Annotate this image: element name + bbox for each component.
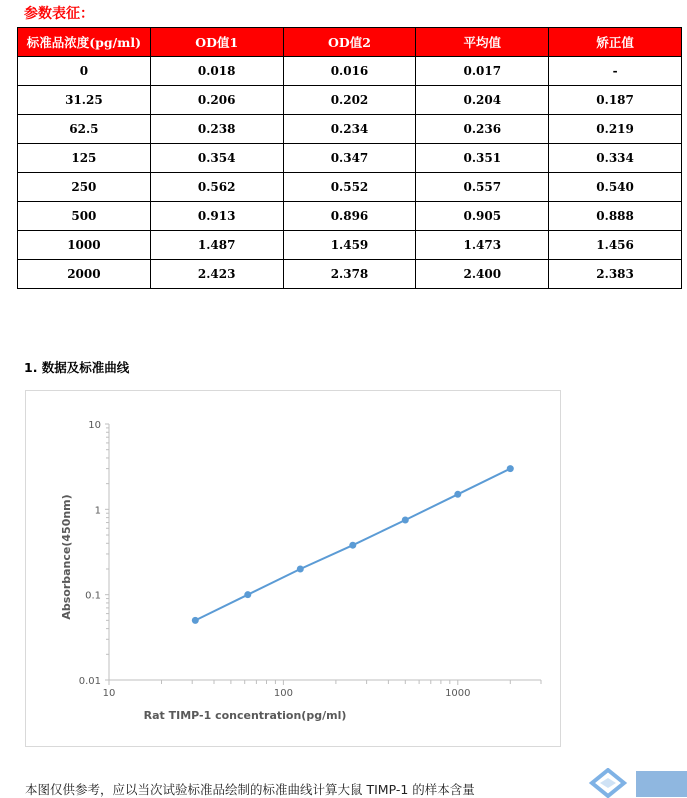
data-point [349,542,356,549]
footnote: 本图仅供参考，应以当次试验标准品绘制的标准曲线计算大鼠 TIMP-1 的样本含量 [25,782,475,797]
header-od2: OD值2 [283,28,416,57]
table-cell: 2.423 [150,260,283,289]
y-tick-label: 1 [94,505,101,517]
table-cell: 500 [18,202,151,231]
header-concentration: 标准品浓度(pg/ml) [18,28,151,57]
standard-curve-chart [25,390,561,747]
table-cell: 0.017 [416,57,549,86]
table-cell: 250 [18,173,151,202]
table-cell: 2.383 [549,260,682,289]
table-cell: 0.206 [150,86,283,115]
y-tick-label: 0.01 [78,676,101,687]
chart-svg [26,391,562,748]
header-average: 平均值 [416,28,549,57]
table-row [18,202,682,231]
table-header-row [18,28,682,57]
table-cell: 0.238 [150,115,283,144]
table-cell: 1.487 [150,231,283,260]
table-cell: 0.913 [150,202,283,231]
table-cell: 0.204 [416,86,549,115]
table-cell: 0.234 [283,115,416,144]
table-cell: 0.219 [549,115,682,144]
table-cell: 31.25 [18,86,151,115]
table-cell: 0 [18,57,151,86]
table-row [18,173,682,202]
table-cell: 0.552 [283,173,416,202]
table-cell: 0.347 [283,144,416,173]
table-cell: 1.456 [549,231,682,260]
table-cell: 0.540 [549,173,682,202]
table-cell: 0.351 [416,144,549,173]
x-tick-label: 1000 [445,688,471,699]
data-point [297,565,304,572]
table-cell: 2000 [18,260,151,289]
table-row [18,115,682,144]
data-point [244,591,251,598]
table-cell: 1000 [18,231,151,260]
y-tick-label: 0.1 [85,590,101,602]
x-tick-label: 10 [102,688,116,699]
table-cell: 0.236 [416,115,549,144]
table-cell: - [549,57,682,86]
page-corner-block [636,771,687,797]
table-row [18,260,682,289]
table-cell: 0.354 [150,144,283,173]
y-tick-label: 10 [88,420,101,431]
y-axis-title: Absorbance(450nm) [60,494,73,620]
table-cell: 1.473 [416,231,549,260]
table-cell: 0.202 [283,86,416,115]
data-point [402,516,409,523]
table-cell: 1.459 [283,231,416,260]
table-cell: 0.334 [549,144,682,173]
table-row [18,231,682,260]
table-row [18,144,682,173]
table-cell: 2.378 [283,260,416,289]
data-point [454,491,461,498]
data-point [192,617,199,624]
table-cell: 125 [18,144,151,173]
table-cell: 0.562 [150,173,283,202]
table-cell: 62.5 [18,115,151,144]
chart-heading: 1. 数据及标准曲线 [24,360,130,375]
data-point [507,465,514,472]
table-cell: 0.187 [549,86,682,115]
x-axis-title: Rat TIMP-1 concentration(pg/ml) [143,709,347,722]
table-row [18,86,682,115]
logo-icon [586,768,630,798]
table-row [18,57,682,86]
table-cell: 0.557 [416,173,549,202]
header-od1: OD值1 [150,28,283,57]
header-corrected: 矫正值 [549,28,682,57]
table-cell: 0.896 [283,202,416,231]
parameter-table [17,27,682,289]
x-tick-label: 100 [273,688,293,699]
section-title: 参数表征： [24,6,94,22]
table-cell: 2.400 [416,260,549,289]
table-cell: 0.018 [150,57,283,86]
table-cell: 0.016 [283,57,416,86]
table-cell: 0.905 [416,202,549,231]
table-cell: 0.888 [549,202,682,231]
